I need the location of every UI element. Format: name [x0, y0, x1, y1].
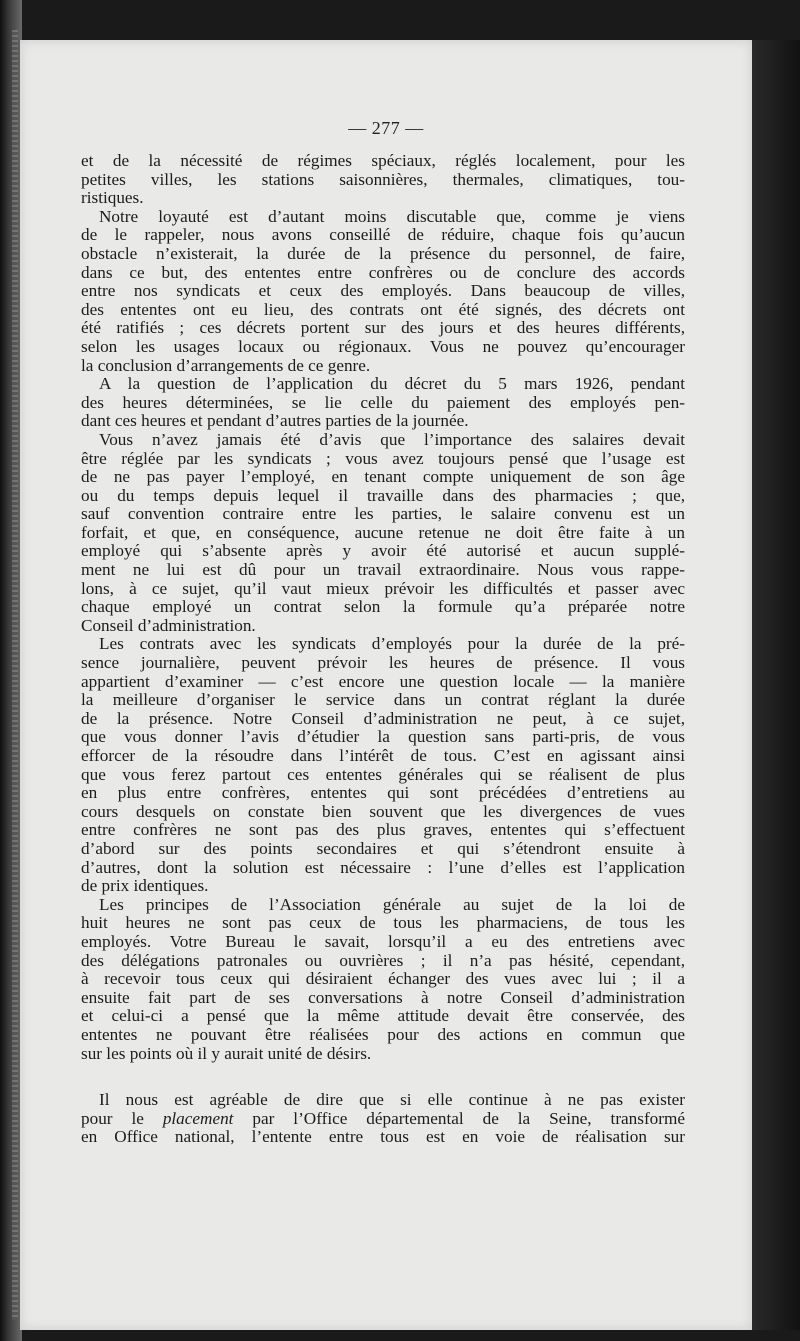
text-line: ensuite fait part de ses conversations à notre Conseil d’administration: [81, 988, 685, 1007]
text-line: de le rappeler, nous avons conseillé de réduire, chaque fois qu’aucun: [81, 226, 685, 245]
text-line: Il nous est agréable de dire que si elle continue à ne pas exister: [99, 1091, 685, 1110]
text-line: été ratifiés ; ces décrets portent sur des jours et des heures différents,: [81, 319, 685, 338]
text-line: dant ces heures et pendant d’autres parties de la journée.: [81, 412, 469, 431]
scan-margin-left: [0, 0, 22, 1341]
text-line: dans ce but, des ententes entre confrères ou de conclure des accords: [81, 263, 685, 282]
text-line: en Office national, l’entente entre tous est en voie de réalisation sur: [81, 1128, 685, 1147]
text-line: ou du temps depuis lequel il travaille dans des pharmacies ; que,: [81, 486, 685, 505]
text-line: cours desquels on constate bien souvent que les divergences de vues: [81, 802, 685, 821]
body-text: [81, 152, 685, 1147]
text-line: efforcer de la résoudre dans l’intérêt de tous. C’est en agissant ainsi: [81, 747, 685, 765]
text-line: la meilleure d’organiser le service dans un contrat réglant la durée: [81, 691, 685, 710]
text-line: employés. Votre Bureau le savait, lorsqu’il a eu des entretiens avec: [81, 932, 685, 951]
text-line: lons, à ce sujet, qu’il vaut mieux prévoir les difficultés et passer avec: [81, 579, 685, 598]
text-line: appartient d’examiner — c’est encore une question locale — la manière: [81, 672, 685, 691]
text-line: en plus entre confrères, ententes qui sont précédées d’entretiens au: [81, 784, 685, 803]
text-line: huit heures ne sont pas ceux de tous les pharmaciens, de tous les: [81, 914, 685, 933]
text-line: Vous n’avez jamais été d’avis que l’importance des salaires devait: [99, 430, 685, 449]
italic-word: placement: [162, 1109, 234, 1128]
text-line: et celui-ci a pensé que la même attitude devait être conservée, des: [81, 1007, 685, 1026]
text-line: ententes ne pouvant être réalisées pour des actions en commun que: [81, 1025, 685, 1044]
paragraph-spacer: [81, 1063, 685, 1091]
text-line: forfait, et que, en conséquence, aucune retenue ne doit être faite à un: [81, 523, 685, 542]
text-line: Notre loyauté est d’autant moins discutable que, comme je viens: [99, 207, 685, 226]
book-binding-edge: [12, 30, 18, 1320]
text-line: d’abord sur des points secondaires et qui s’étendront ensuite à: [81, 839, 685, 858]
text-line: des heures déterminées, se lie celle du paiement des employés pen-: [81, 393, 685, 412]
document-page: [20, 40, 752, 1330]
text-line: ment ne lui est dû pour un travail extraordinaire. Nous vous rappe-: [81, 561, 685, 580]
text-line: [81, 1110, 685, 1129]
text-line: entre nos syndicats et ceux des employés. Dans beaucoup de villes,: [81, 282, 685, 301]
text-line: être réglée par les syndicats ; vous avez toujours pensé que l’usage est: [81, 449, 685, 468]
text-line: et de la nécessité de régimes spéciaux, réglés localement, pour les: [81, 152, 685, 170]
text-line: des délégations patronales ou ouvrières ; il n’a pas hésité, cependant,: [81, 951, 685, 970]
text-line: que vous ferez partout ces ententes générales qui se réalisent de plus: [81, 765, 685, 784]
text-line: la conclusion d’arrangements de ce genre.: [81, 356, 371, 375]
text-line: A la question de l’application du décret du 5 mars 1926, pendant: [99, 375, 685, 394]
text-line: des ententes ont eu lieu, des contrats ont été signés, des décrets ont: [81, 300, 685, 319]
text-line: entre confrères ne sont pas des plus graves, ententes qui s’effectuent: [81, 821, 685, 840]
text-line: sauf convention contraire entre les parties, le salaire convenu est un: [81, 505, 685, 524]
text-line: ristiques.: [81, 189, 144, 208]
text-fragment: pour le: [81, 1109, 163, 1128]
text-line: chaque employé un contrat selon la formule qu’a préparée notre: [81, 598, 685, 617]
text-line: Les principes de l’Association générale au sujet de la loi de: [99, 895, 685, 914]
page-number: — 277 —: [348, 118, 424, 138]
text-line: de la présence. Notre Conseil d’administration ne peut, à ce sujet,: [81, 709, 685, 728]
text-fragment: par l’Office départemental de la Seine, transformé: [233, 1109, 685, 1128]
text-line: selon les usages locaux ou régionaux. Vous ne pouvez qu’encourager: [81, 337, 685, 356]
text-line: sence journalière, peuvent prévoir les heures de présence. Il vous: [81, 654, 685, 673]
text-line: sur les points où il y aurait unité de désirs.: [81, 1044, 372, 1063]
text-line: Les contrats avec les syndicats d’employés pour la durée de la pré-: [99, 635, 685, 654]
text-line: de prix identiques.: [81, 877, 209, 896]
text-line: à recevoir tous ceux qui désiraient échanger des vues avec lui ; il a: [81, 970, 685, 989]
text-line: employé qui s’absente après y avoir été autorisé et aucun supplé-: [81, 542, 685, 561]
text-line: de ne pas payer l’employé, en tenant compte uniquement de son âge: [81, 468, 685, 487]
text-line: petites villes, les stations saisonnières, thermales, climatiques, tou-: [81, 170, 685, 189]
text-line: que vous donner l’avis d’étudier la question sans parti-pris, de vous: [81, 728, 685, 747]
text-line: obstacle n’existerait, la durée de la présence du personnel, de faire,: [81, 244, 685, 263]
text-line: d’autres, dont la solution est nécessaire : l’une d’elles est l’application: [81, 858, 685, 877]
scan-margin-right: [752, 40, 800, 1330]
text-line: Conseil d’administration.: [81, 616, 256, 635]
